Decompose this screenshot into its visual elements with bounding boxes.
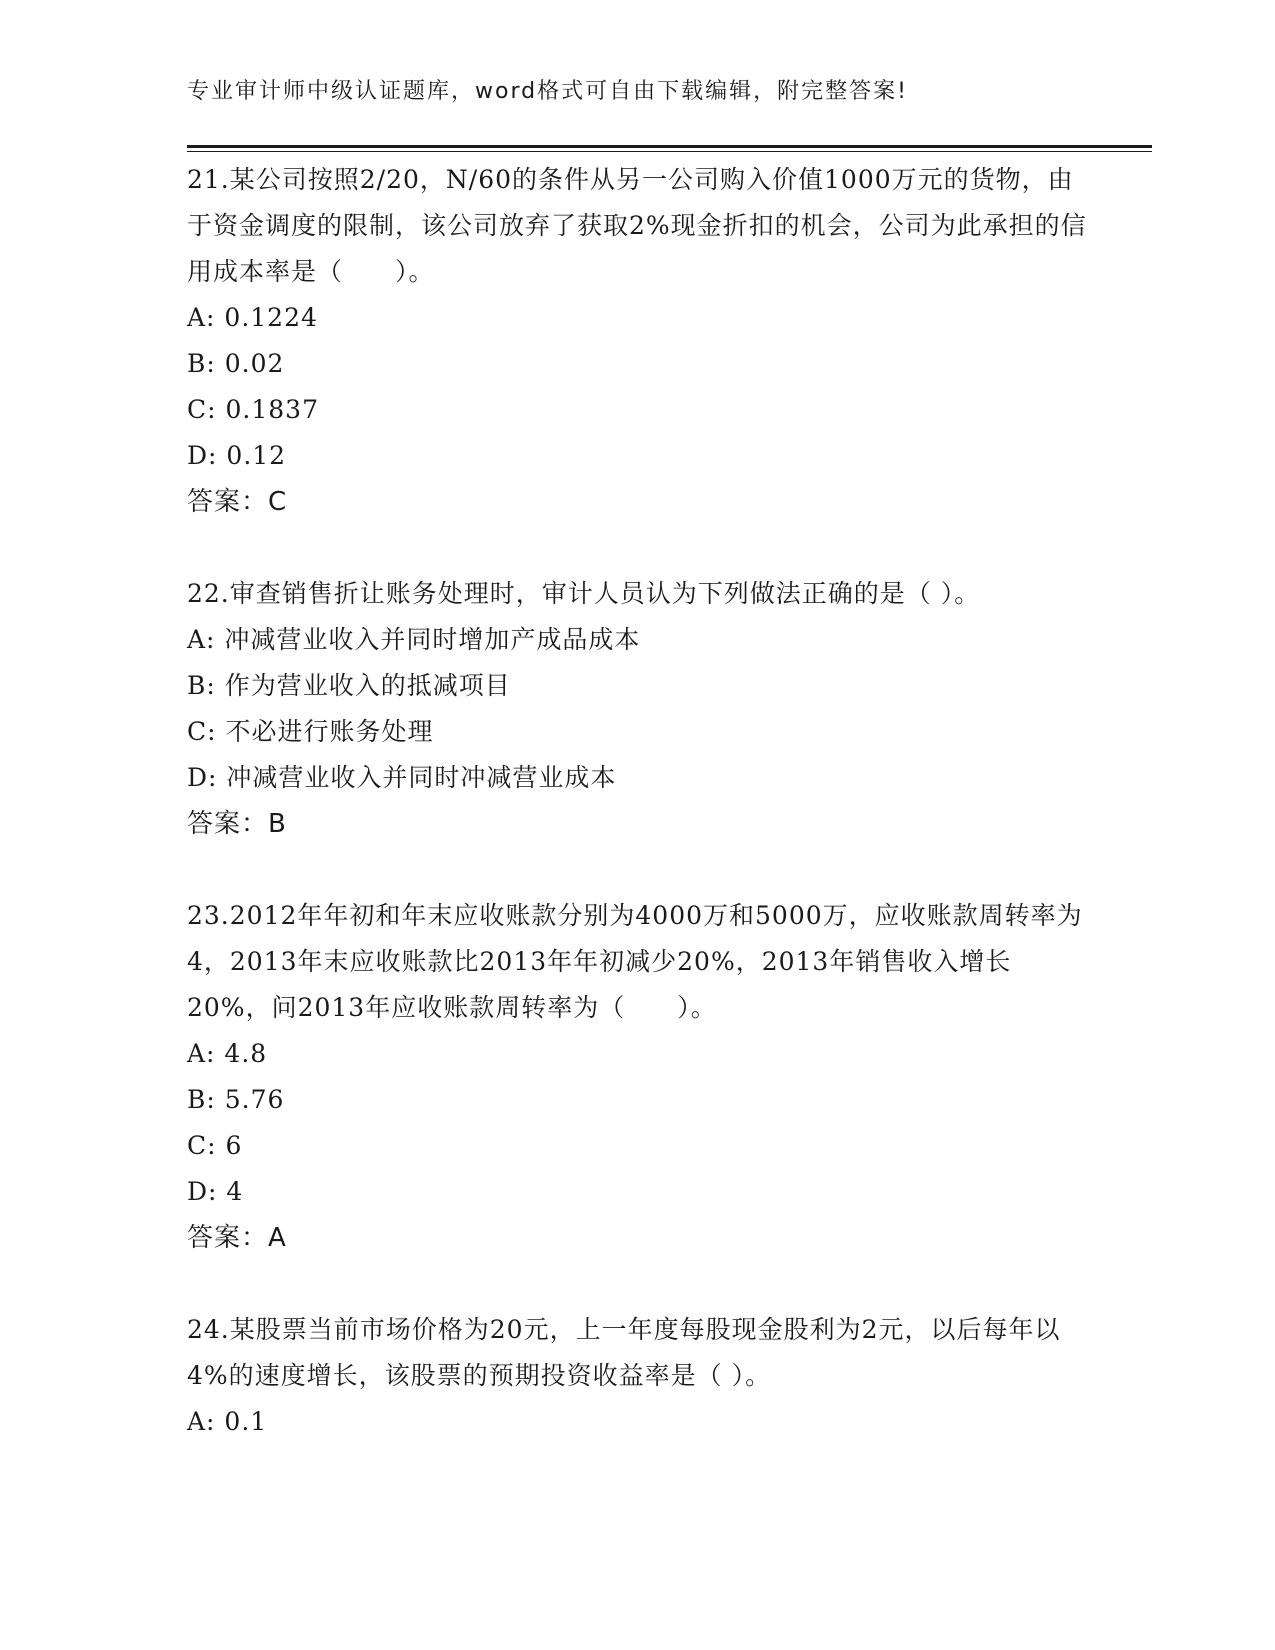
question-24	[187, 1307, 1087, 1445]
option-b: B: 5.76	[187, 1085, 285, 1114]
option-c: C: 0.1837	[187, 395, 319, 424]
question-stem: 23.2012年年初和年末应收账款分别为4000万和5000万，应收账款周转率为4，2013年末应收账款比2013年年初减少20%，2013年销售收入增长20%，问2013年应收账款周转率为（ ）。	[187, 901, 1083, 1022]
option-d: D: 冲减营业收入并同时冲减营业成本	[187, 763, 617, 792]
question-23	[187, 893, 1087, 1307]
question-spacer	[187, 847, 1087, 893]
option-c: C: 6	[187, 1131, 243, 1160]
header-divider-thick	[187, 145, 1152, 148]
question-spacer	[187, 525, 1087, 571]
question-21	[187, 157, 1087, 571]
option-a: A: 0.1	[187, 1407, 268, 1436]
option-c: C: 不必进行账务处理	[187, 717, 434, 746]
page-header: 专业审计师中级认证题库，word格式可自由下载编辑，附完整答案!	[187, 79, 908, 104]
header-divider-thin	[187, 151, 1152, 152]
option-d: D: 4	[187, 1177, 244, 1206]
option-a: A: 4.8	[187, 1039, 268, 1068]
question-22	[187, 571, 1087, 893]
answer: 答案：A	[187, 1223, 287, 1253]
answer: 答案：B	[187, 809, 287, 839]
option-b: B: 作为营业收入的抵减项目	[187, 671, 511, 700]
question-spacer	[187, 1261, 1087, 1307]
question-stem: 22.审查销售折让账务处理时，审计人员认为下列做法正确的是（ ）。	[187, 579, 981, 608]
answer: 答案：C	[187, 487, 288, 517]
option-a: A: 冲减营业收入并同时增加产成品成本	[187, 625, 641, 654]
option-a: A: 0.1224	[187, 303, 318, 332]
question-stem: 24.某股票当前市场价格为20元，上一年度每股现金股利为2元，以后每年以4%的速度增长，该股票的预期投资收益率是（ ）。	[187, 1315, 1061, 1390]
question-stem: 21.某公司按照2/20，N/60的条件从另一公司购入价值1000万元的货物，由于资金调度的限制，该公司放弃了获取2%现金折扣的机会，公司为此承担的信用成本率是（ ）。	[187, 165, 1087, 286]
question-list	[187, 157, 1087, 1445]
option-b: B: 0.02	[187, 349, 285, 378]
option-d: D: 0.12	[187, 441, 287, 470]
